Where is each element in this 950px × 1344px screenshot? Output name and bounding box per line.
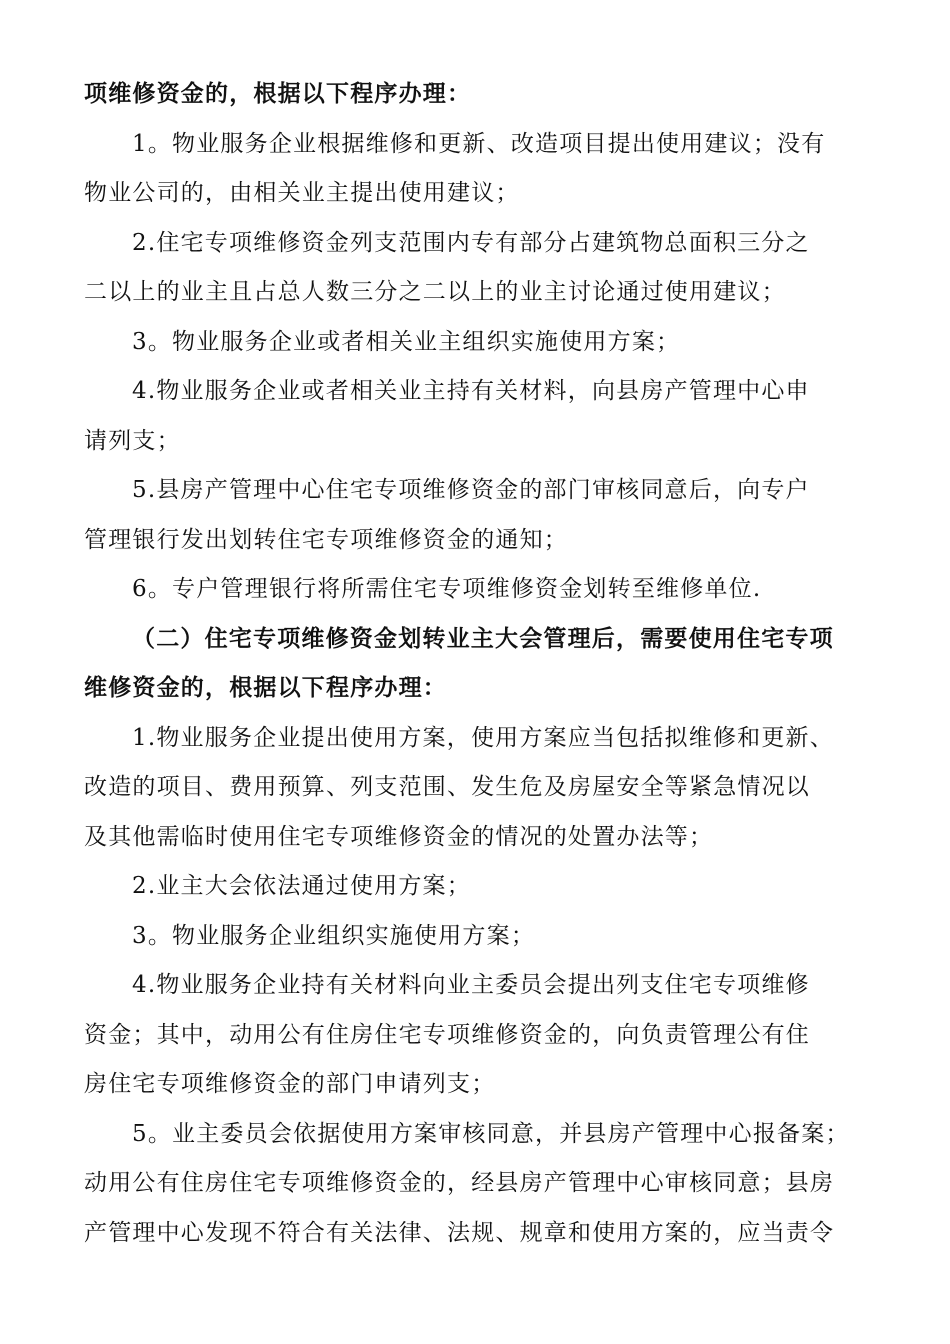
paragraph-line: 3。物业服务企业或者相关业主组织实施使用方案； (132, 329, 681, 355)
paragraph-line: 请列支； (84, 428, 181, 454)
paragraph-line: 4.物业服务企业或者相关业主持有关材料，向县房产管理中心申 (132, 378, 810, 404)
paragraph-line: 1.物业服务企业提出使用方案，使用方案应当包括拟维修和更新、 (132, 725, 834, 751)
paragraph-line: 房住宅专项维修资金的部门申请列支； (84, 1071, 496, 1097)
paragraph-line: 产管理中心发现不符合有关法律、法规、规章和使用方案的，应当责令 (84, 1220, 835, 1246)
paragraph-line: 6。专户管理银行将所需住宅专项维修资金划转至维修单位. (132, 576, 762, 602)
section-heading-line: （二）住宅专项维修资金划转业主大会管理后，需要使用住宅专项 (132, 625, 834, 652)
paragraph-line: 3。物业服务企业组织实施使用方案； (132, 923, 536, 949)
paragraph-line: 资金；其中，动用公有住房住宅专项维修资金的，向负责管理公有住 (84, 1022, 810, 1048)
paragraph-line: 2.业主大会依法通过使用方案； (132, 873, 471, 899)
paragraph-line: 2.住宅专项维修资金列支范围内专有部分占建筑物总面积三分之 (132, 230, 810, 256)
paragraph-line: 1。物业服务企业根据维修和更新、改造项目提出使用建议；没有 (132, 131, 826, 157)
paragraph-line: 改造的项目、费用预算、列支范围、发生危及房屋安全等紧急情况以 (84, 774, 810, 800)
paragraph-line: 5。业主委员会依据使用方案审核同意，并县房产管理中心报备案； (132, 1121, 850, 1147)
paragraph-line: 管理银行发出划转住宅专项维修资金的通知； (84, 527, 568, 553)
paragraph-line: 二以上的业主且占总人数三分之二以上的业主讨论通过使用建议； (84, 279, 786, 305)
paragraph-line: 及其他需临时使用住宅专项维修资金的情况的处置办法等； (84, 824, 714, 850)
paragraph-line: 物业公司的，由相关业主提出使用建议； (84, 180, 520, 206)
paragraph-line: 项维修资金的，根据以下程序办理： (84, 80, 472, 107)
section-heading-line: 维修资金的，根据以下程序办理： (84, 674, 447, 701)
paragraph-line: 4.物业服务企业持有关材料向业主委员会提出列支住宅专项维修 (132, 972, 810, 998)
paragraph-line: 5.县房产管理中心住宅专项维修资金的部门审核同意后，向专户 (132, 477, 810, 503)
paragraph-line: 动用公有住房住宅专项维修资金的，经县房产管理中心审核同意；县房 (84, 1170, 835, 1196)
